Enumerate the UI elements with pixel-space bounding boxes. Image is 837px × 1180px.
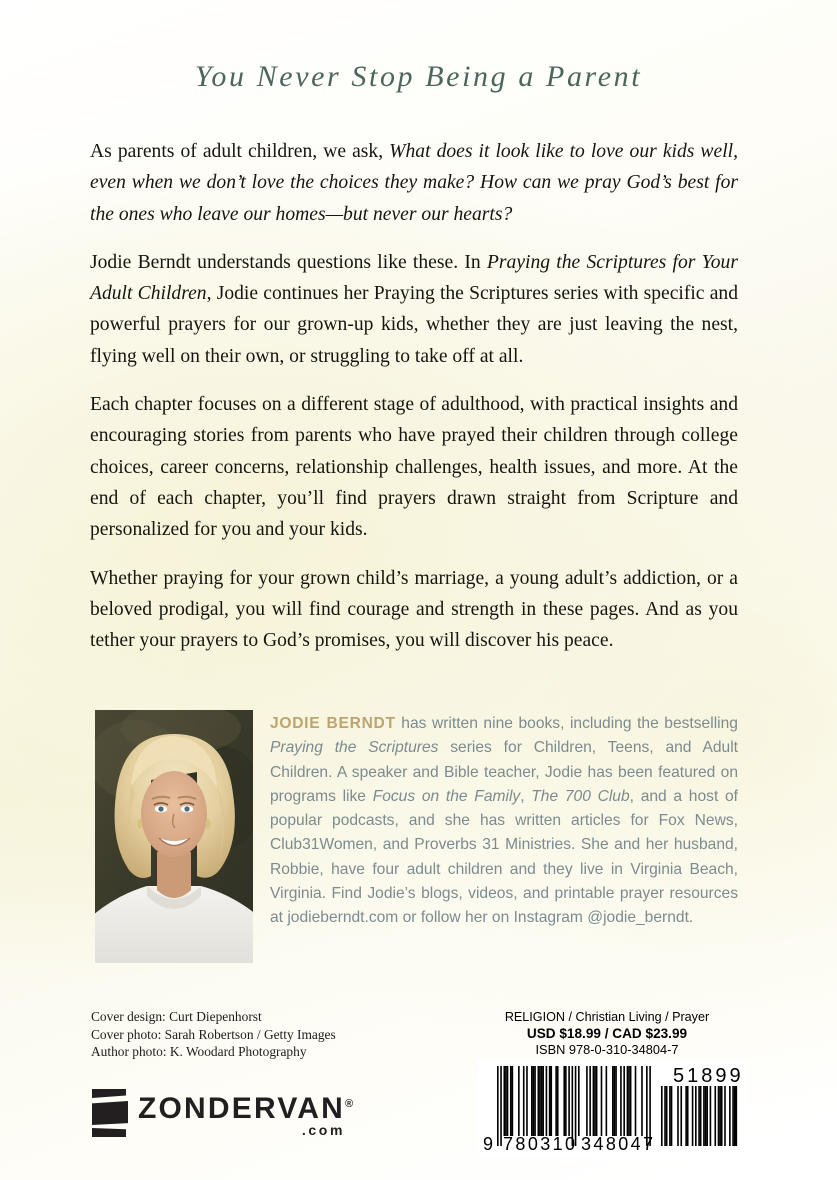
author-photo — [95, 710, 253, 963]
price-line: USD $18.99 / CAD $23.99 — [526, 1025, 688, 1041]
zondervan-logo — [92, 1089, 354, 1141]
blurb-p1-italic: What does it look like to love our kids well, even when we don’t love the choices they make? How can we pray God’s best for the ones who leave our homes—but never our hearts? — [90, 141, 738, 225]
blurb-p1-roman: As parents of adult children, we ask, — [90, 141, 390, 162]
author-series-title: Praying the Scriptures — [270, 739, 439, 757]
svg-text:348047: 348047 — [581, 1134, 656, 1154]
blurb-paragraph-4: Whether praying for your grown child’s marriage, a young adult’s addiction, or a beloved prodigal, you will find courage and strength in these pages. And as you tether your prayers to God’s promises, you will discover his peace. — [90, 567, 738, 652]
author-show-1: Focus on the Family — [372, 787, 521, 805]
author-show-2: The 700 Club — [531, 787, 630, 805]
zondervan-wordmark — [138, 1094, 353, 1124]
author-block — [95, 710, 738, 965]
blurb-paragraph-2 — [90, 247, 738, 372]
blurb-p2-roman-b: , Jodie continues her Praying the Scriptures series with specific and powerful prayers for our grown-up kids, whether they are just leaving the nest, flying well on their own, or struggling to take off at all. — [90, 283, 739, 367]
isbn-number: ISBN 978-0-310-34804-7 — [535, 1042, 679, 1057]
blurb-copy — [90, 136, 738, 656]
author-bio-seg-1: has written nine books, including the bestselling — [395, 715, 738, 732]
page-title: You Never Stop Being a Parent — [194, 60, 643, 93]
author-bio-seg-3: , — [520, 787, 532, 805]
blurb-paragraph-1 — [90, 136, 738, 230]
svg-text:780310: 780310 — [503, 1134, 578, 1154]
bisac-category: RELIGION / Christian Living / Prayer — [504, 1010, 710, 1024]
svg-text:9: 9 — [483, 1134, 494, 1154]
zondervan-z-mark-icon — [92, 1089, 128, 1137]
author-bio — [270, 712, 738, 931]
registered-mark: ® — [345, 1098, 354, 1110]
author-bio-seg-4: , and a host of popular podcasts, and she has written articles for Fox News, Club31Women, and Proverbs 31 Ministries. She and her husband, Robbie, have four adult children and they live in Virginia Beach, Virginia. Find Jodie’s blogs, videos, and printable prayer resources at jodieberndt.com or follow her on Instagram @jodie_berndt. — [270, 787, 738, 927]
author-name: JODIE BERNDT — [270, 715, 396, 732]
credit-cover-design: Cover design: Curt Diepenhorst — [91, 1009, 262, 1024]
credit-author-photo: Author photo: K. Woodard Photography — [91, 1044, 307, 1060]
credit-cover-photo: Cover photo: Sarah Robertson / Getty Images — [91, 1026, 336, 1042]
credits-block — [91, 1008, 336, 1061]
blurb-p2-roman-a: Jodie Berndt understands questions like these. In — [90, 251, 487, 273]
zondervan-wordmark-text: ZONDERVAN — [138, 1092, 346, 1125]
zondervan-dotcom: .com — [301, 1122, 345, 1138]
svg-text:51899: 51899 — [673, 1065, 744, 1087]
blurb-p2-book-title: Praying the Scriptures for Your Adult Children — [90, 251, 738, 305]
barcode — [477, 1060, 747, 1156]
isbn-price-block — [469, 1010, 745, 1058]
blurb-paragraph-3: Each chapter focuses on a different stage of adulthood, with practical insights and encouraging stories from parents who have prayed their children through college choices, career concerns, relationship challenges, health issues, and more. At the end of each chapter, you’ll find prayers drawn straight from Scripture and personalized for you and your kids. — [90, 394, 738, 541]
author-bio-seg-2: series for Children, Teens, and Adult Children. A speaker and Bible teacher, Jodie has been featured on programs like — [270, 739, 738, 805]
